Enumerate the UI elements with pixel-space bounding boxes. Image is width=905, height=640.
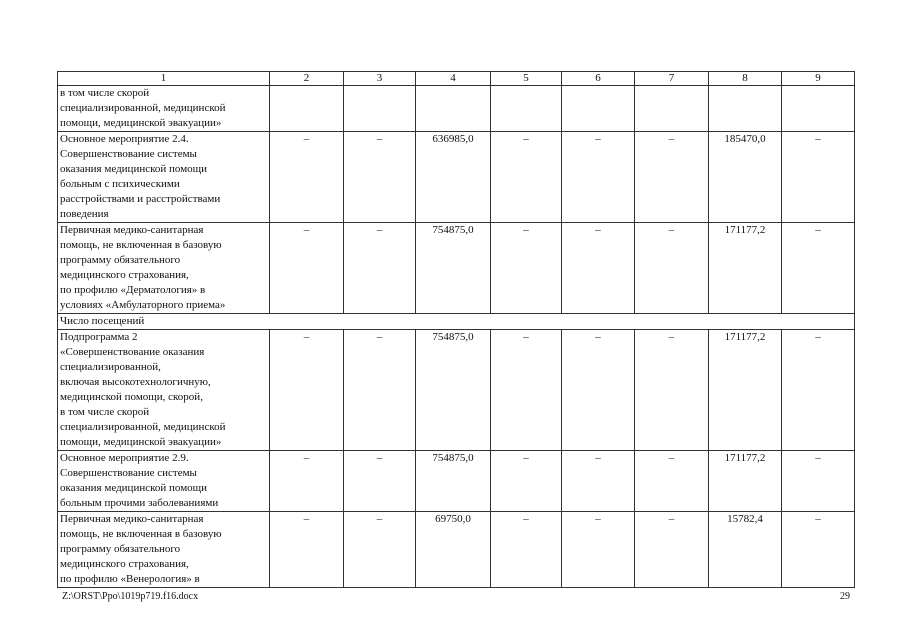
- row-description: Основное мероприятие 2.4. Совершенствование системы оказания медицинской помощи больным с психическими расстройствами и расстройствами поведения: [58, 132, 270, 223]
- header-cell: 8: [709, 72, 782, 86]
- header-cell: 2: [270, 72, 344, 86]
- table-row: [58, 86, 855, 132]
- table-row: [58, 451, 855, 512]
- row-description: Подпрограмма 2 «Совершенствование оказания специализированной, включая высокотехнологичную, медицинской помощи, скорой, в том числе скорой специализированной, медицинской помощи, медицинской эвакуации»: [58, 330, 270, 451]
- value-cell: [344, 86, 416, 132]
- value-cell: 636985,0: [416, 132, 491, 223]
- value-cell: –: [491, 451, 562, 512]
- value-cell: –: [491, 512, 562, 588]
- header-cell: 1: [58, 72, 270, 86]
- header-cell: 9: [782, 72, 855, 86]
- value-cell: –: [635, 223, 709, 314]
- header-row: [58, 72, 855, 86]
- value-cell: –: [562, 451, 635, 512]
- value-cell: –: [562, 223, 635, 314]
- section-label: Число посещений: [58, 314, 855, 330]
- row-description: Первичная медико-санитарная помощь, не включенная в базовую программу обязательного медицинского страхования, по профилю «Венерология» в: [58, 512, 270, 588]
- footer-file-path: Z:\ORST\Ppo\1019p719.f16.docx: [62, 591, 199, 602]
- header-cell: 3: [344, 72, 416, 86]
- row-description: Первичная медико-санитарная помощь, не включенная в базовую программу обязательного медицинского страхования, по профилю «Дерматология» в условиях «Амбулаторного приема»: [58, 223, 270, 314]
- value-cell: 754875,0: [416, 330, 491, 451]
- value-cell: 69750,0: [416, 512, 491, 588]
- table-row: [58, 223, 855, 314]
- value-cell: –: [344, 451, 416, 512]
- value-cell: –: [782, 451, 855, 512]
- value-cell: 15782,4: [709, 512, 782, 588]
- value-cell: –: [344, 330, 416, 451]
- value-cell: [562, 86, 635, 132]
- header-cell: 6: [562, 72, 635, 86]
- value-cell: –: [635, 132, 709, 223]
- table-row: [58, 330, 855, 451]
- value-cell: –: [635, 330, 709, 451]
- value-cell: [491, 86, 562, 132]
- value-cell: –: [270, 512, 344, 588]
- value-cell: –: [344, 132, 416, 223]
- value-cell: –: [562, 330, 635, 451]
- value-cell: –: [491, 223, 562, 314]
- header-cell: 5: [491, 72, 562, 86]
- value-cell: –: [344, 223, 416, 314]
- table-row: [58, 314, 855, 330]
- value-cell: –: [782, 330, 855, 451]
- value-cell: –: [635, 451, 709, 512]
- row-description: в том числе скорой специализированной, медицинской помощи, медицинской эвакуации»: [58, 86, 270, 132]
- value-cell: –: [270, 223, 344, 314]
- table-row: [58, 512, 855, 588]
- value-cell: [782, 86, 855, 132]
- value-cell: [416, 86, 491, 132]
- value-cell: –: [782, 132, 855, 223]
- table-row: [58, 132, 855, 223]
- value-cell: –: [491, 132, 562, 223]
- header-cell: 7: [635, 72, 709, 86]
- value-cell: –: [635, 512, 709, 588]
- footer-page-number: 29: [840, 591, 850, 602]
- value-cell: 754875,0: [416, 223, 491, 314]
- row-description: Основное мероприятие 2.9. Совершенствование системы оказания медицинской помощи больным прочими заболеваниями: [58, 451, 270, 512]
- budget-table: [57, 71, 855, 588]
- value-cell: –: [344, 512, 416, 588]
- value-cell: 171177,2: [709, 330, 782, 451]
- value-cell: [270, 86, 344, 132]
- value-cell: –: [782, 223, 855, 314]
- value-cell: 754875,0: [416, 451, 491, 512]
- header-cell: 4: [416, 72, 491, 86]
- value-cell: –: [270, 451, 344, 512]
- value-cell: 185470,0: [709, 132, 782, 223]
- value-cell: –: [782, 512, 855, 588]
- value-cell: –: [270, 132, 344, 223]
- value-cell: –: [562, 132, 635, 223]
- value-cell: [709, 86, 782, 132]
- value-cell: 171177,2: [709, 451, 782, 512]
- value-cell: –: [491, 330, 562, 451]
- value-cell: –: [562, 512, 635, 588]
- value-cell: 171177,2: [709, 223, 782, 314]
- value-cell: –: [270, 330, 344, 451]
- value-cell: [635, 86, 709, 132]
